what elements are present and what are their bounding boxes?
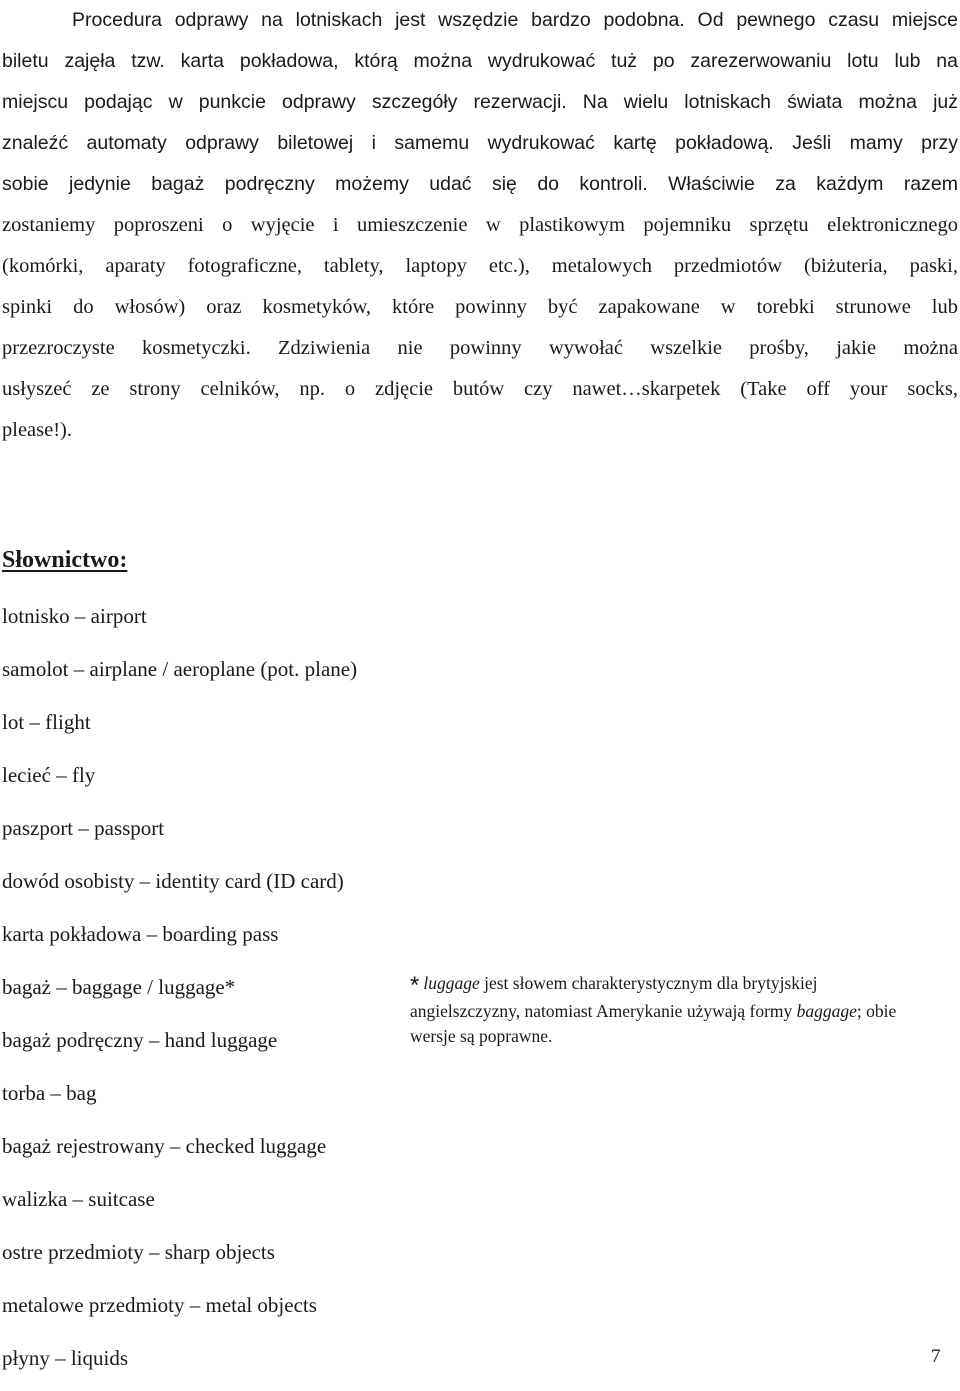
paragraph-line: zostaniemy poproszeni o wyjęcie i umieszczenie w plastikowym pojemniku sprzętu elektronicznego (2, 214, 958, 236)
paragraph-line: sobie jedynie bagaż podręczny możemy udać się do kontroli. Właściwie za każdym razem (2, 173, 958, 195)
intro-paragraph (2, 0, 958, 451)
vocabulary-item: torba – bag (2, 1081, 97, 1105)
paragraph-line: (komórki, aparaty fotograficzne, tablety, laptopy etc.), metalowych przedmiotów (biżuteria, paski, (2, 255, 958, 277)
vocabulary-list (2, 596, 357, 1391)
vocabulary-item: bagaż podręczny – hand luggage (2, 1028, 278, 1052)
vocabulary-item: dowód osobisty – identity card (ID card) (2, 869, 344, 893)
vocabulary-item: lot – flight (2, 710, 91, 734)
vocabulary-item: metalowe przedmioty – metal objects (2, 1293, 317, 1317)
vocabulary-item: bagaż – baggage / luggage* (2, 975, 236, 999)
footnote-term-luggage: luggage (423, 973, 480, 993)
vocabulary-heading: Słownictwo: (2, 547, 128, 573)
footnote-text-end: ; obie wersje są poprawne. (410, 1000, 897, 1046)
paragraph-line: please!). (2, 419, 72, 441)
paragraph-line: przezroczyste kosmetyczki. Zdziwienia nie powinny wywołać wszelkie prośby, jakie można (2, 337, 958, 359)
vocabulary-item: lecieć – fly (2, 763, 96, 787)
vocabulary-item: bagaż rejestrowany – checked luggage (2, 1134, 327, 1158)
vocabulary-item: paszport – passport (2, 816, 165, 840)
paragraph-line: znaleźć automaty odprawy biletowej i samemu wydrukować kartę pokładową. Jeśli mamy przy (2, 132, 958, 154)
paragraph-line: Procedura odprawy na lotniskach jest wszędzie bardzo podobna. Od pewnego czasu miejsce (72, 9, 958, 31)
paragraph-line: spinki do włosów) oraz kosmetyków, które powinny być zapakowane w torebki strunowe lub (2, 296, 958, 318)
paragraph-line: usłyszeć ze strony celników, np. o zdjęcie butów czy nawet…skarpetek (Take off your socks, (2, 378, 958, 400)
vocabulary-item: samolot – airplane / aeroplane (pot. plane) (2, 657, 358, 681)
vocabulary-item: karta pokładowa – boarding pass (2, 922, 279, 946)
paragraph-line: biletu zajęła tzw. karta pokładowa, którą można wydrukować tuż po zarezerwowaniu lotu lub na (2, 50, 958, 72)
vocabulary-item: ostre przedmioty – sharp objects (2, 1240, 275, 1264)
vocabulary-item: lotnisko – airport (2, 604, 147, 628)
footnote-asterisk: * (410, 972, 420, 999)
footnote-text: jest słowem charakterystycznym dla brytyjskiej angielszczyzny, natomiast Amerykanie używają formy (410, 973, 818, 1021)
vocabulary-item: płyny – liquids (2, 1346, 129, 1370)
footnote-term-baggage: baggage (796, 1000, 857, 1021)
luggage-footnote (410, 971, 900, 1050)
vocabulary-item: walizka – suitcase (2, 1187, 155, 1211)
paragraph-line: miejscu podając w punkcie odprawy szczegóły rezerwacji. Na wielu lotniskach świata można już (2, 91, 958, 113)
page-number: 7 (931, 1346, 941, 1367)
